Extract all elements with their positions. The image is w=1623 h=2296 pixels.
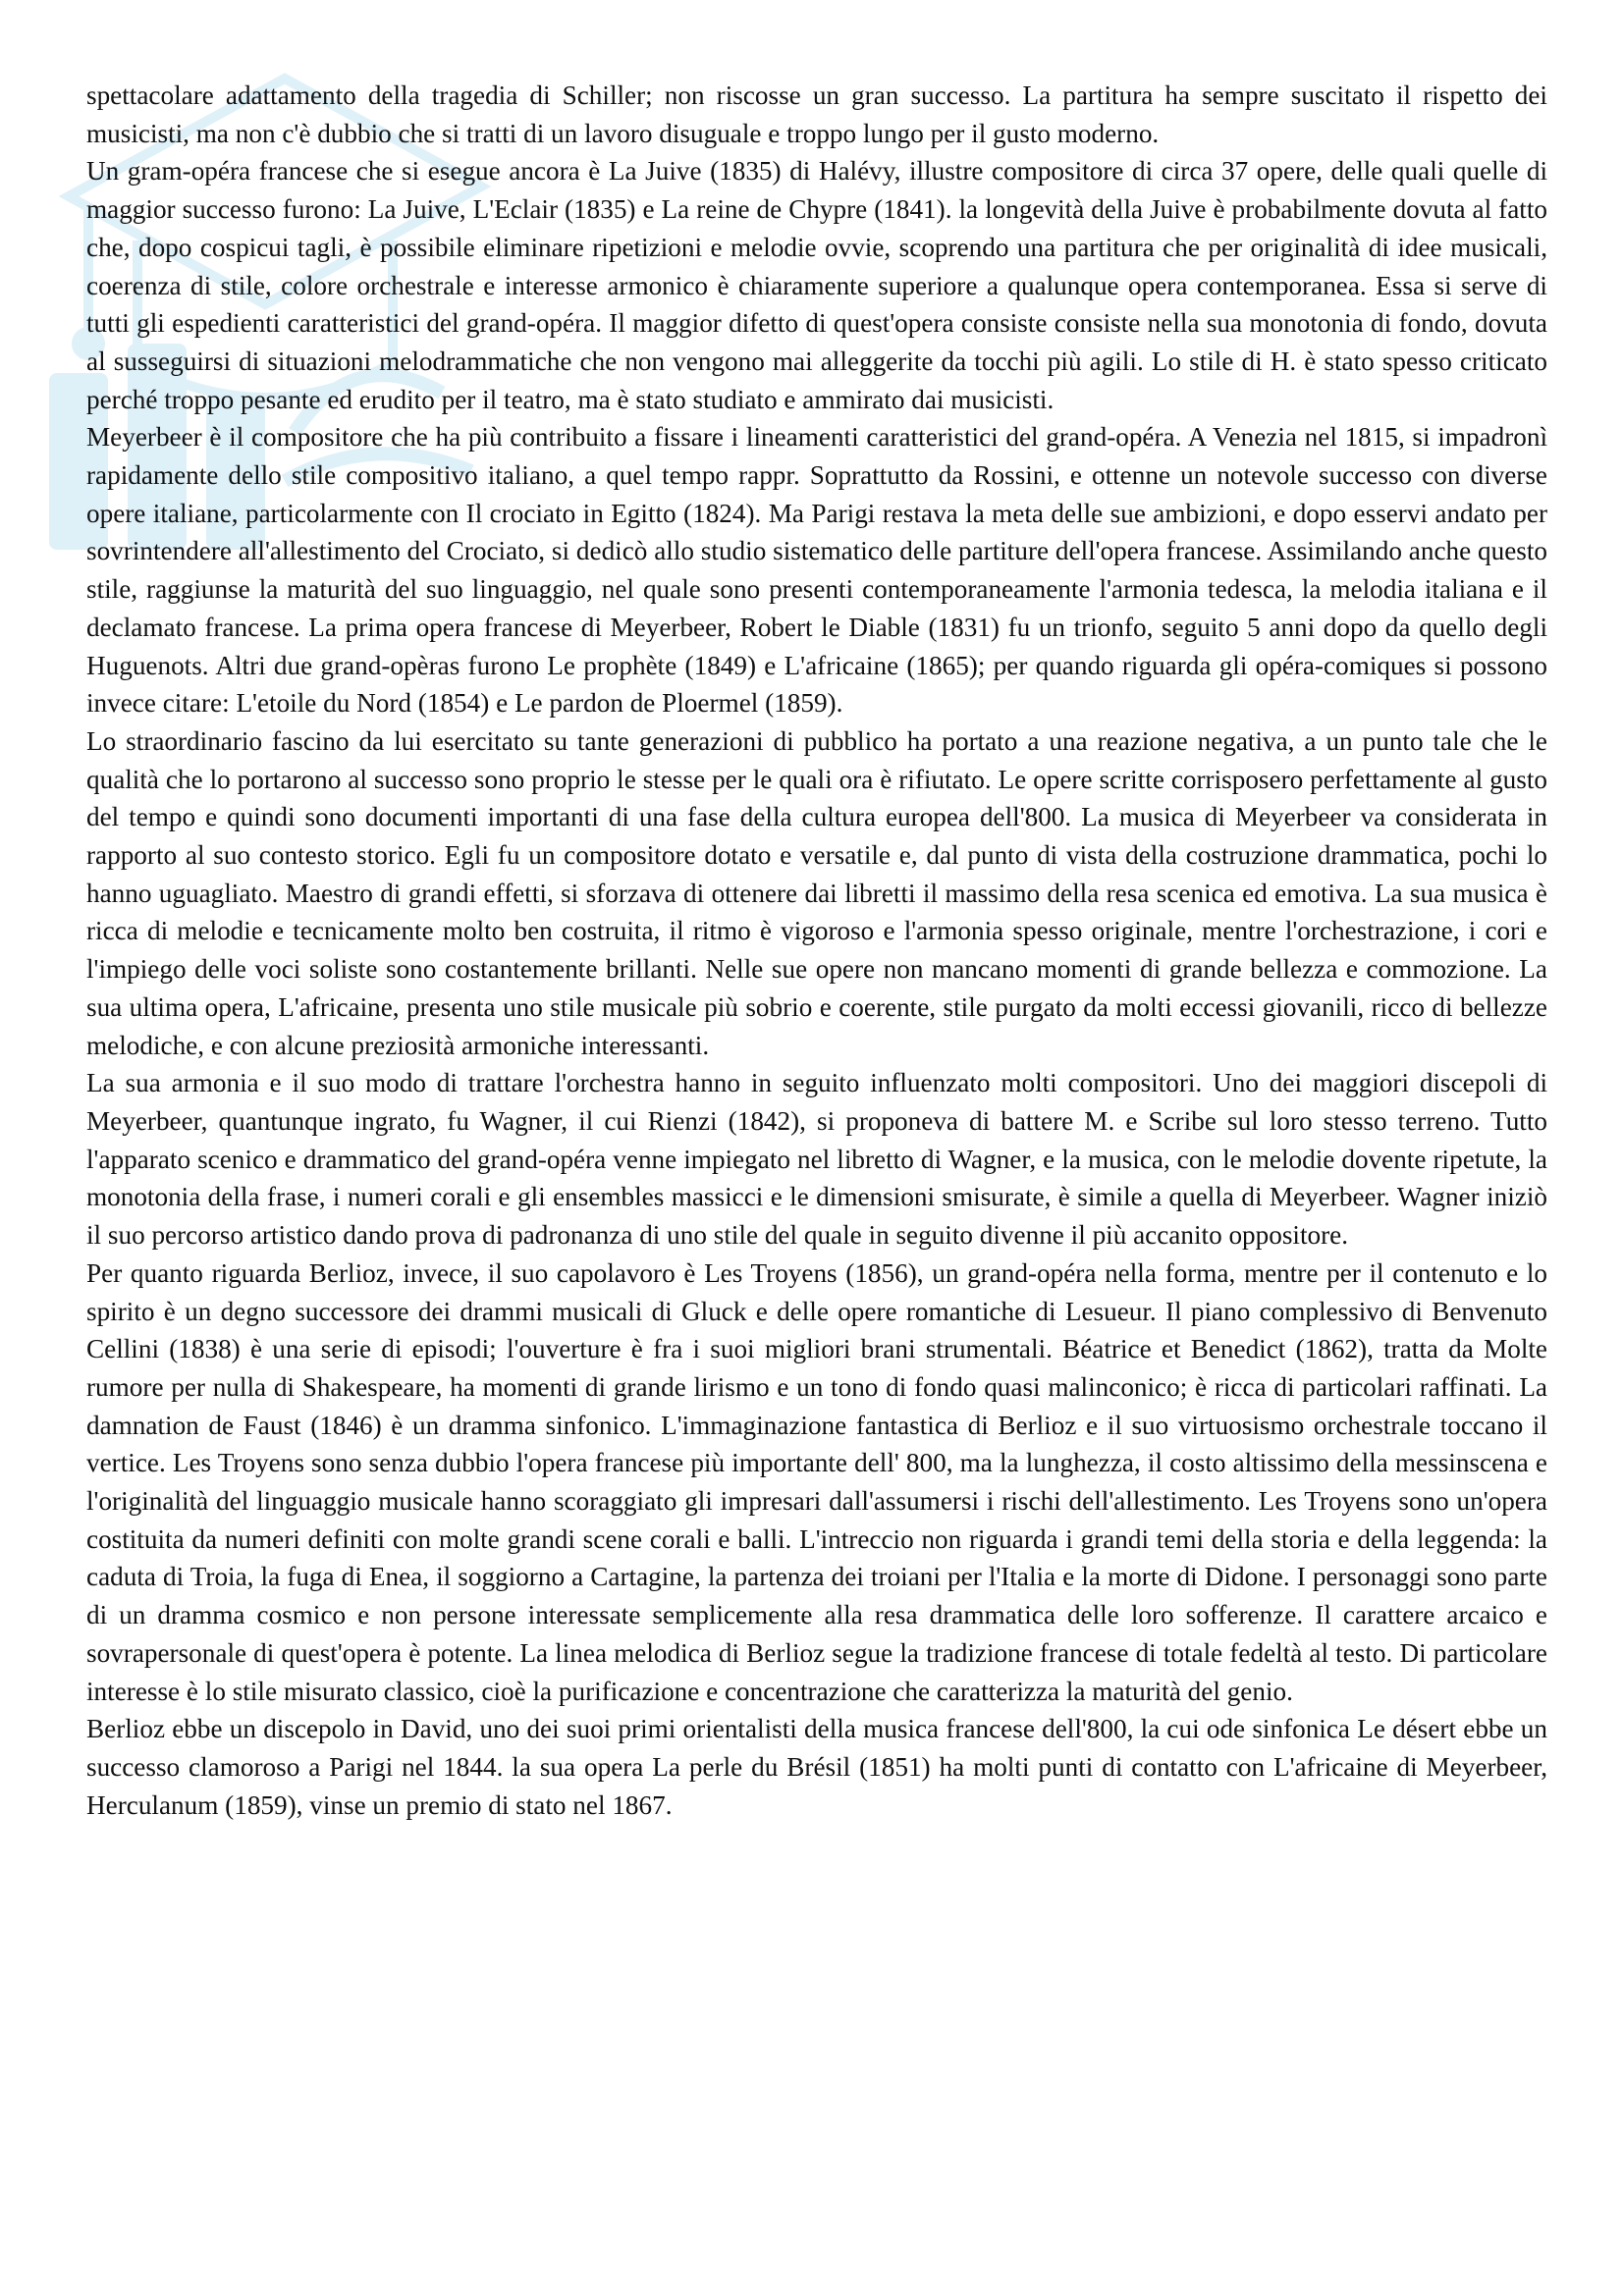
- paragraph-3: Meyerbeer è il compositore che ha più contribuito a fissare i lineamenti caratteristici del grand-opéra. A Venezia nel 1815, si impadronì rapidamente dello stile compositivo italiano, a quel tempo rappr. Soprattutto da Rossini, e ottenne un notevole successo con diverse opere italiane, particolarmente con Il crociato in Egitto (1824). Ma Parigi restava la meta delle sue ambizioni, e dopo esservi andato per sovrintendere all'allestimento del Crociato, si dedicò allo studio sistematico delle partiture dell'opera francese. Assimilando anche questo stile, raggiunse la maturità del suo linguaggio, nel quale sono presenti contemporaneamente l'armonia tedesca, la melodia italiana e il declamato francese. La prima opera francese di Meyerbeer, Robert le Diable (1831) fu un trionfo, seguito 5 anni dopo da quello degli Huguenots. Altri due grand-opèras furono Le prophète (1849) e L'africaine (1865); per quando riguarda gli opéra-comiques si possono invece citare: L'etoile du Nord (1854) e Le pardon de Ploermel (1859).: [86, 422, 1547, 719]
- paragraph-7: Berlioz ebbe un discepolo in David, uno dei suoi primi orientalisti della musica francese dell'800, la cui ode sinfonica Le désert ebbe un successo clamoroso a Parigi nel 1844. la sua opera La perle du Brésil (1851) ha molti punti di contatto con L'africaine di Meyerbeer, Herculanum (1859), vinse un premio di stato nel 1867.: [86, 1714, 1547, 1820]
- paragraph-1: spettacolare adattamento della tragedia di Schiller; non riscosse un gran successo. La partitura ha sempre suscitato il rispetto dei musicisti, ma non c'è dubbio che si tratti di un lavoro disuguale e troppo lungo per il gusto moderno.: [86, 80, 1547, 148]
- paragraph-4: Lo straordinario fascino da lui esercitato su tante generazioni di pubblico ha portato a una reazione negativa, a un punto tale che le qualità che lo portarono al successo sono proprio le stesse per le quali ora è rifiutato. Le opere scritte corrisposero perfettamente al gusto del tempo e quindi sono documenti importanti di una fase della cultura europea dell'800. La musica di Meyerbeer va considerata in rapporto al suo contesto storico. Egli fu un compositore dotato e versatile e, dal punto di vista della costruzione drammatica, pochi lo hanno uguagliato. Maestro di grandi effetti, si sforzava di ottenere dai libretti il massimo della resa scenica ed emotiva. La sua musica è ricca di melodie e tecnicamente molto ben costruita, il ritmo è vigoroso e l'armonia spesso originale, mentre l'orchestrazione, i cori e l'impiego delle voci soliste sono costantemente brillanti. Nelle sue opere non mancano momenti di grande bellezza e commozione. La sua ultima opera, L'africaine, presenta uno stile musicale più sobrio e coerente, stile purgato da molti eccessi giovanili, ricco di bellezze melodiche, e con alcune preziosità armoniche interessanti.: [86, 725, 1547, 1060]
- document-text: [86, 77, 1547, 1824]
- paragraph-5: La sua armonia e il suo modo di trattare l'orchestra hanno in seguito influenzato molti compositori. Uno dei maggiori discepoli di Meyerbeer, quantunque ingrato, fu Wagner, il cui Rienzi (1842), si proponeva di battere M. e Scribe sul loro stesso terreno. Tutto l'apparato scenico e drammatico del grand-opéra venne impiegato nel libretto di Wagner, e la musica, con le melodie dovente ripetute, la monotonia della frase, i numeri corali e gli ensembles massicci e le dimensioni smisurate, è simile a quella di Meyerbeer. Wagner iniziò il suo percorso artistico dando prova di padronanza di uno stile del quale in seguito divenne il più accanito oppositore.: [86, 1068, 1547, 1251]
- paragraph-6: Per quanto riguarda Berlioz, invece, il suo capolavoro è Les Troyens (1856), un grand-opéra nella forma, mentre per il contenuto e lo spirito è un degno successore dei drammi musicali di Gluck e delle opere romantiche di Lesueur. Il piano complessivo di Benvenuto Cellini (1838) è una serie di episodi; l'ouverture è fra i suoi migliori brani strumentali. Béatrice et Benedict (1862), tratta da Molte rumore per nulla di Shakespeare, ha momenti di grande lirismo e un tono di fondo quasi malinconico; è ricca di particolari raffinati. La damnation de Faust (1846) è un dramma sinfonico. L'immaginazione fantastica di Berlioz e il suo virtuosismo orchestrale toccano il vertice. Les Troyens sono senza dubbio l'opera francese più importante dell' 800, ma la lunghezza, il costo altissimo della messinscena e l'originalità del linguaggio musicale hanno scoraggiato gli impresari dall'assumersi i rischi dell'allestimento. Les Troyens sono un'opera costituita da numeri definiti con molte grandi scene corali e balli. L'intreccio non riguarda i grandi temi della storia e della leggenda: la caduta di Troia, la fuga di Enea, il soggiorno a Cartagine, la partenza dei troiani per l'Italia e la morte di Didone. I personaggi sono parte di un dramma cosmico e non persone interessate semplicemente alla resa drammatica delle loro sofferenze. Il carattere arcaico e sovrapersonale di quest'opera è potente. La linea melodica di Berlioz segue la tradizione francese di totale fedeltà al testo. Di particolare interesse è lo stile misurato classico, cioè la purificazione e concentrazione che caratterizza la maturità del genio.: [86, 1257, 1547, 1706]
- paragraph-2: Un gram-opéra francese che si esegue ancora è La Juive (1835) di Halévy, illustre compositore di circa 37 opere, delle quali quelle di maggior successo furono: La Juive, L'Eclair (1835) e La reine de Chypre (1841). la longevità della Juive è probabilmente dovuta al fatto che, dopo cospicui tagli, è possibile eliminare ripetizioni e melodie ovvie, scoprendo una partitura che per originalità di idee musicali, coerenza di stile, colore orchestrale e interesse armonico è chiaramente superiore a qualunque opera contemporanea. Essa si serve di tutti gli espedienti caratteristici del grand-opéra. Il maggior difetto di quest'opera consiste consiste nella sua monotonia di fondo, dovuta al susseguirsi di situazioni melodrammatiche che non vengono mai alleggerite da tocchi più agili. Lo stile di H. è stato spesso criticato perché troppo pesante ed erudito per il teatro, ma è stato studiato e ammirato dai musicisti.: [86, 156, 1547, 414]
